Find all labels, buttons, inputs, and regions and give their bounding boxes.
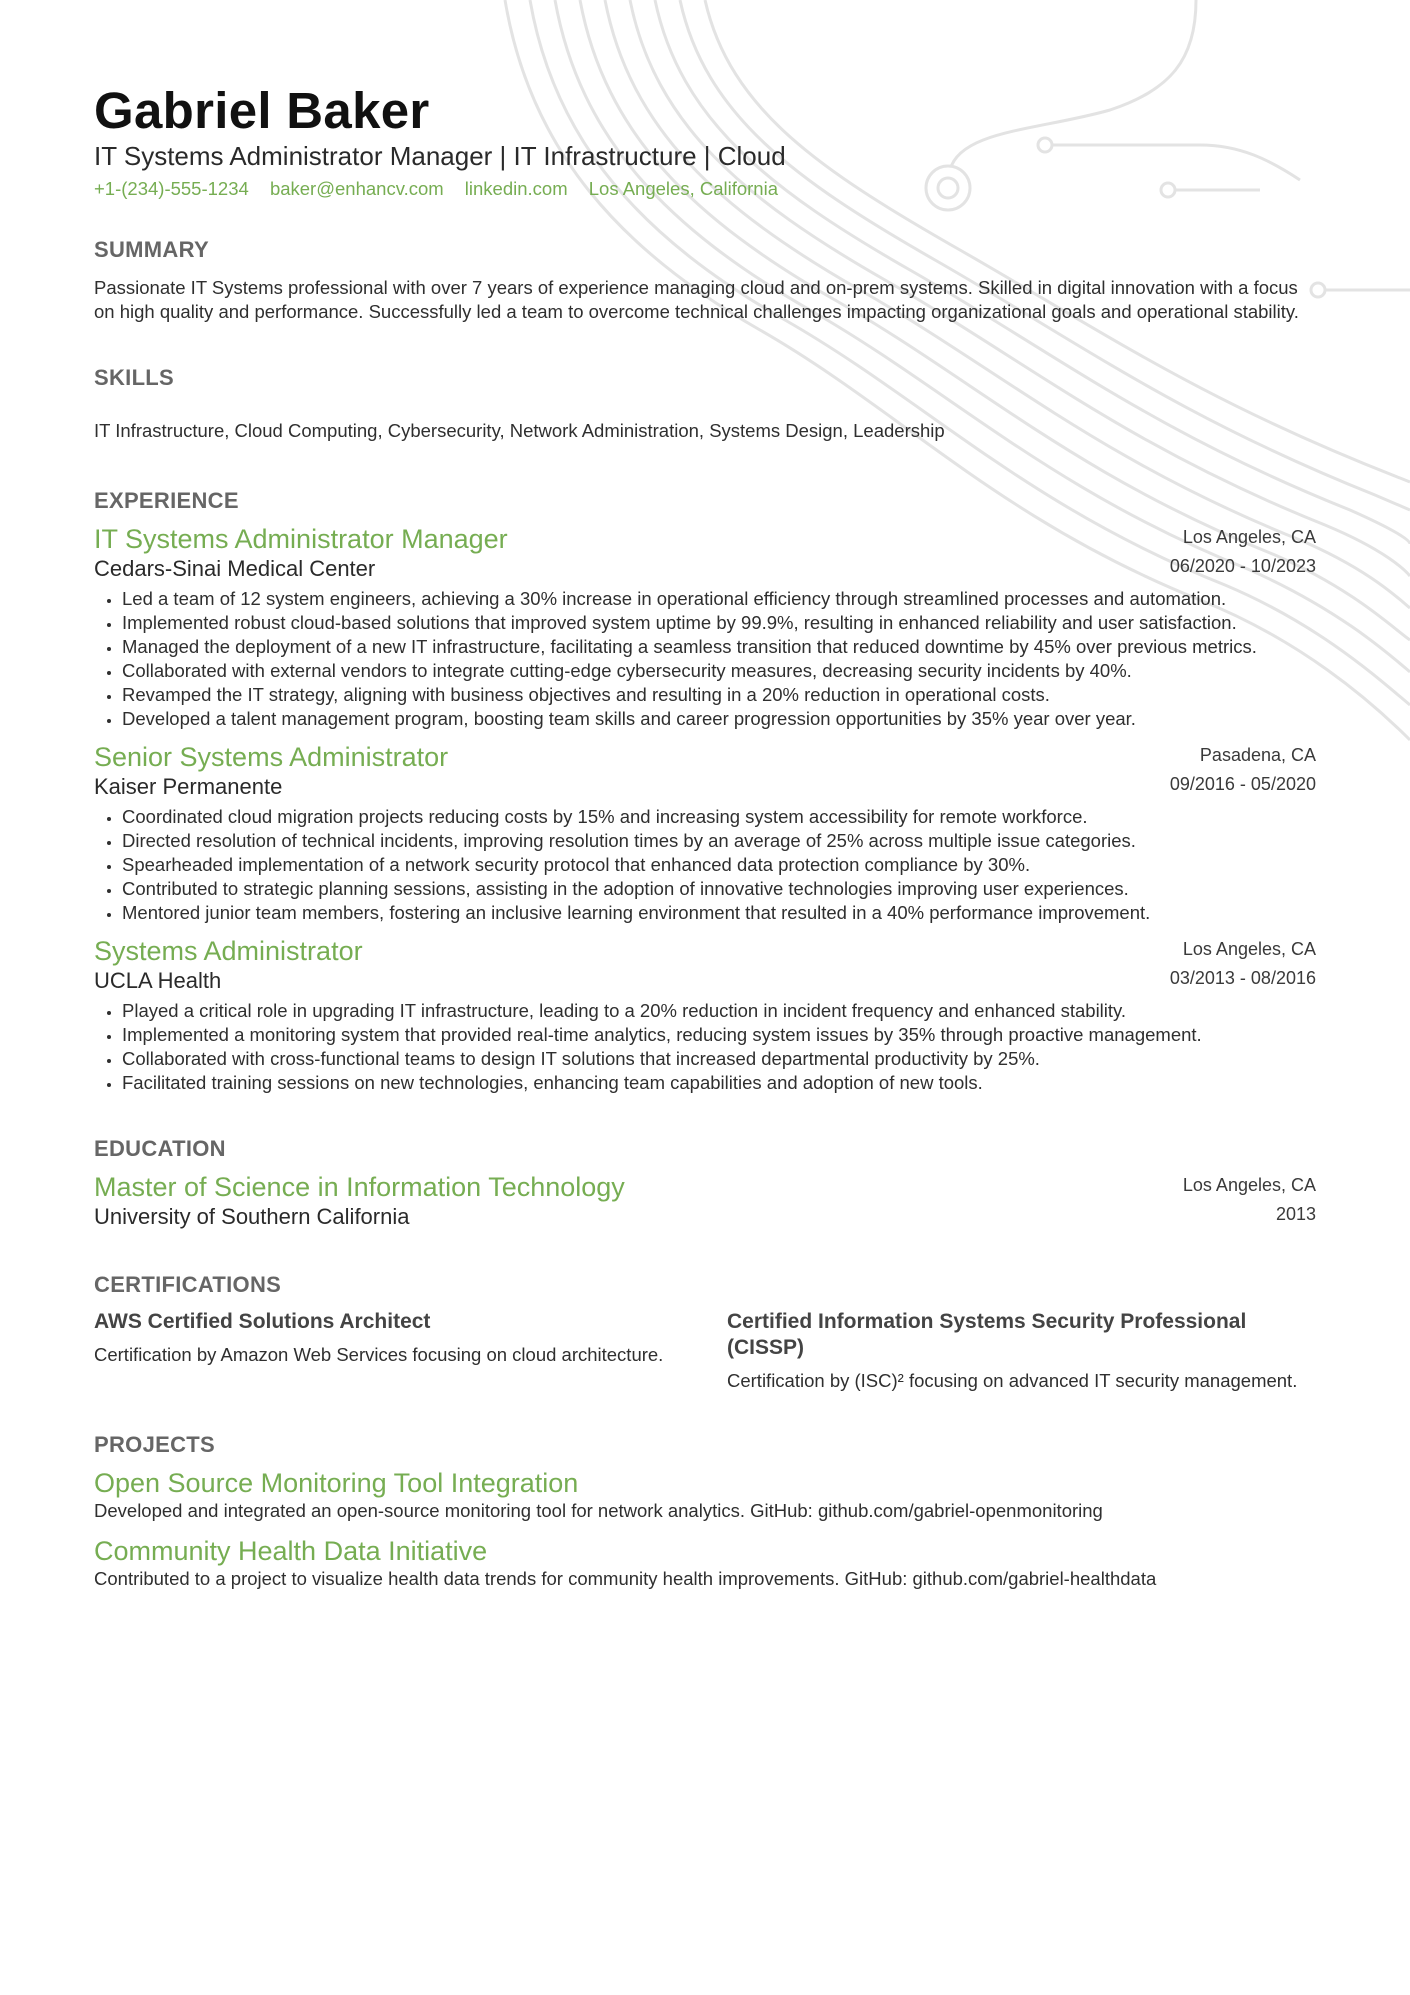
degree-title: Master of Science in Information Technology xyxy=(94,1172,625,1202)
job-location: Los Angeles, CA xyxy=(1182,939,1316,959)
contact-email[interactable]: baker@enhancv.com xyxy=(269,178,444,199)
contact-info xyxy=(94,176,1316,202)
resume-page xyxy=(94,82,1316,1591)
school-name: University of Southern California xyxy=(94,1204,410,1229)
job-bullet: • Developed a talent management program, boosting team skills and career progression opportunities by 35% year over year. xyxy=(122,707,1316,731)
job-dates: 09/2016 - 05/2020 xyxy=(1169,774,1316,794)
job-bullet: • Led a team of 12 system engineers, achieving a 30% increase in operational efficiency through streamlined processes and automation. xyxy=(122,587,1316,611)
job-entry xyxy=(94,741,1316,925)
certification-item xyxy=(94,1309,683,1393)
experience-heading: EXPERIENCE xyxy=(94,488,239,513)
certification-description: Certification by (ISC)² focusing on advanced IT security management. xyxy=(727,1370,1298,1391)
experience-section xyxy=(94,487,1316,1095)
project-title: Open Source Monitoring Tool Integration xyxy=(94,1468,579,1498)
job-location: Pasadena, CA xyxy=(1199,745,1316,765)
job-title: IT Systems Administrator Manager xyxy=(94,524,508,554)
job-bullet: • Implemented robust cloud-based solutions that improved system uptime by 99.9%, resulting in enhanced reliability and user satisfaction. xyxy=(122,611,1316,635)
project-description: Contributed to a project to visualize health data trends for community health improvements. GitHub: github.com/gabriel-healthdata xyxy=(94,1568,1157,1589)
job-bullet: • Managed the deployment of a new IT infrastructure, facilitating a seamless transition that reduced downtime by 45% over previous metrics. xyxy=(122,635,1316,659)
candidate-name: Gabriel Baker xyxy=(94,82,430,139)
certification-description: Certification by Amazon Web Services focusing on cloud architecture. xyxy=(94,1344,664,1365)
project-title: Community Health Data Initiative xyxy=(94,1536,488,1566)
summary-section xyxy=(94,236,1316,324)
job-bullet: • Collaborated with external vendors to integrate cutting-edge cybersecurity measures, decreasing security incidents by 40%. xyxy=(122,659,1316,683)
projects-section xyxy=(94,1431,1316,1591)
job-company: Cedars-Sinai Medical Center xyxy=(94,556,376,581)
job-dates: 06/2020 - 10/2023 xyxy=(1169,556,1316,576)
certification-name: Certified Information Systems Security Professional (CISSP) xyxy=(727,1310,1247,1359)
project-description: Developed and integrated an open-source monitoring tool for network analytics. GitHub: github.com/gabriel-openmonitoring xyxy=(94,1500,1103,1521)
job-bullet: • Revamped the IT strategy, aligning with business objectives and resulting in a 20% reduction in operational costs. xyxy=(122,683,1316,707)
skills-list: IT Infrastructure, Cloud Computing, Cybersecurity, Network Administration, Systems Design, Leadership xyxy=(94,420,945,441)
job-bullets xyxy=(94,805,1316,925)
project-item xyxy=(94,1467,1316,1523)
job-bullet: • Played a critical role in upgrading IT infrastructure, leading to a 20% reduction in incident frequency and enhanced stability. xyxy=(122,999,1316,1023)
job-bullet: • Facilitated training sessions on new technologies, enhancing team capabilities and adoption of new tools. xyxy=(122,1071,1316,1095)
projects-heading: PROJECTS xyxy=(94,1432,215,1457)
job-bullet: • Collaborated with cross-functional teams to design IT solutions that increased departmental productivity by 25%. xyxy=(122,1047,1316,1071)
job-bullet: • Directed resolution of technical incidents, improving resolution times by an average of 25% across multiple issue categories. xyxy=(122,829,1316,853)
summary-heading: SUMMARY xyxy=(94,237,209,262)
job-bullet: • Implemented a monitoring system that provided real-time analytics, reducing system issues by 35% through proactive management. xyxy=(122,1023,1316,1047)
education-heading: EDUCATION xyxy=(94,1136,226,1161)
certification-item xyxy=(727,1309,1316,1393)
job-title: Systems Administrator xyxy=(94,936,363,966)
certifications-heading: CERTIFICATIONS xyxy=(94,1272,282,1297)
job-company: UCLA Health xyxy=(94,968,222,993)
skills-section xyxy=(94,364,1316,443)
project-item xyxy=(94,1535,1316,1591)
education-location: Los Angeles, CA xyxy=(1182,1175,1316,1195)
skills-heading: SKILLS xyxy=(94,365,175,390)
job-bullet: • Spearheaded implementation of a network security protocol that enhanced data protection compliance by 30%. xyxy=(122,853,1316,877)
candidate-headline: IT Systems Administrator Manager | IT Infrastructure | Cloud xyxy=(94,141,786,171)
job-title: Senior Systems Administrator xyxy=(94,742,449,772)
job-bullet: • Mentored junior team members, fostering an inclusive learning environment that resulted in a 40% performance improvement. xyxy=(122,901,1316,925)
job-company: Kaiser Permanente xyxy=(94,774,283,799)
certifications-section xyxy=(94,1271,1316,1393)
resume-header xyxy=(94,82,1316,202)
job-bullet: • Coordinated cloud migration projects reducing costs by 15% and increasing system accessibility for remote workforce. xyxy=(122,805,1316,829)
job-bullet: • Contributed to strategic planning sessions, assisting in the adoption of innovative technologies improving user experiences. xyxy=(122,877,1316,901)
contact-linkedin[interactable]: linkedin.com xyxy=(464,178,568,199)
job-bullets xyxy=(94,587,1316,731)
job-bullets xyxy=(94,999,1316,1095)
contact-phone[interactable]: +1-(234)-555-1234 xyxy=(94,178,249,199)
job-location: Los Angeles, CA xyxy=(1182,527,1316,547)
education-year: 2013 xyxy=(1275,1204,1316,1224)
contact-location: Los Angeles, California xyxy=(588,178,778,199)
job-entry xyxy=(94,523,1316,731)
job-dates: 03/2013 - 08/2016 xyxy=(1169,968,1316,988)
certification-name: AWS Certified Solutions Architect xyxy=(94,1310,431,1333)
education-section xyxy=(94,1135,1316,1231)
job-entry xyxy=(94,935,1316,1095)
summary-text: Passionate IT Systems professional with over 7 years of experience managing cloud and on-prem systems. Skilled in digital innovation with a focus on high quality and performance. Successfully led a team to overcome technical challenges impacting organizational goals and operational stability. xyxy=(94,277,1299,322)
